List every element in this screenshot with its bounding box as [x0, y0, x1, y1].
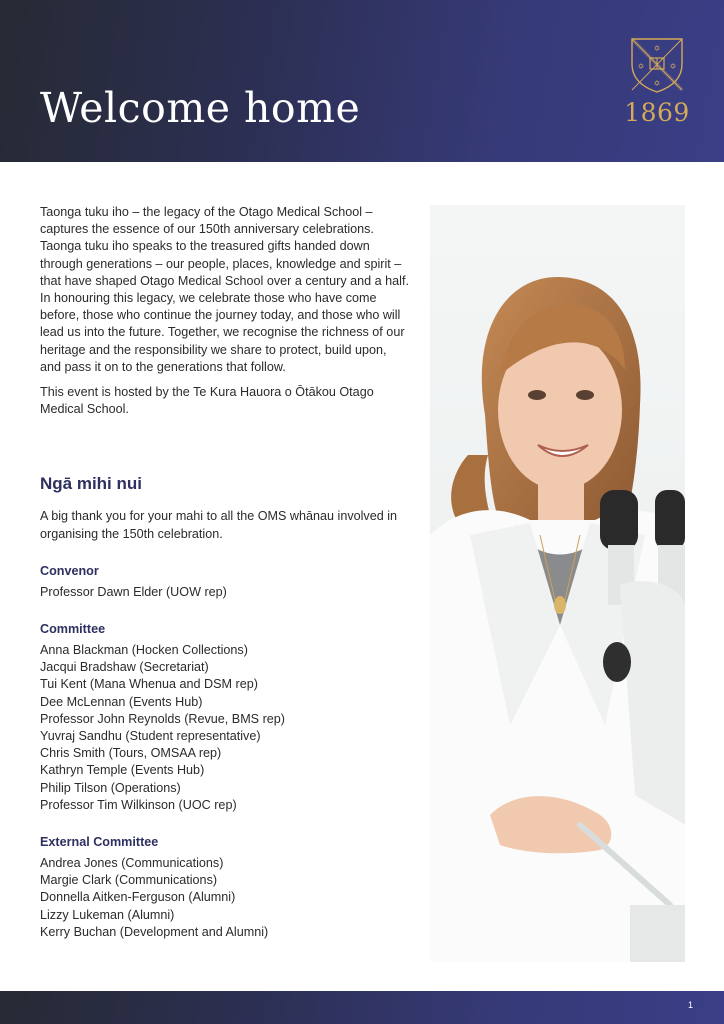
- list-item: Yuvraj Sandhu (Student representative): [40, 729, 261, 744]
- main-content: [40, 204, 410, 961]
- convenor-heading: Convenor: [40, 563, 99, 578]
- list-item: Professor Tim Wilkinson (UOC rep): [40, 797, 237, 812]
- list-item: Jacqui Bradshaw (Secretariat): [40, 660, 209, 675]
- svg-text:✡: ✡: [653, 79, 661, 88]
- svg-text:✡: ✡: [669, 62, 677, 71]
- list-item: Andrea Jones (Communications): [40, 856, 224, 871]
- list-item: Chris Smith (Tours, OMSAA rep): [40, 746, 222, 761]
- page-number: 1: [687, 1000, 693, 1010]
- list-item: Kathryn Temple (Events Hub): [40, 763, 205, 778]
- page-title: Welcome home: [40, 84, 361, 132]
- student-with-microscope-illustration: [430, 205, 685, 962]
- thanks-text: A big thank you for your mahi to all the OMS whānau involved in organising the 150th celebration.: [40, 509, 398, 541]
- list-item: Dee McLennan (Events Hub): [40, 694, 203, 709]
- list-item: Kerry Buchan (Development and Alumni): [40, 924, 269, 939]
- list-item: Professor John Reynolds (Revue, BMS rep): [40, 711, 285, 726]
- list-item: Anna Blackman (Hocken Collections): [40, 643, 248, 658]
- host-paragraph: This event is hosted by the Te Kura Hauora o Ōtākou Otago Medical School.: [40, 385, 374, 417]
- university-crest-icon: [629, 36, 685, 94]
- svg-text:✡: ✡: [637, 62, 645, 71]
- thanks-heading: Ngā mihi nui: [40, 474, 142, 494]
- list-item: Professor Dawn Elder (UOW rep): [40, 584, 227, 599]
- external-committee-heading: External Committee: [40, 835, 159, 850]
- committee-heading: Committee: [40, 622, 106, 637]
- list-item: Donnella Aitken-Ferguson (Alumni): [40, 890, 236, 905]
- list-item: Lizzy Lukeman (Alumni): [40, 907, 175, 922]
- external-committee-list: [40, 855, 410, 941]
- svg-text:✡: ✡: [653, 44, 661, 53]
- convenor-list: [40, 584, 410, 601]
- intro-paragraph: Taonga tuku iho – the legacy of the Otago Medical School – captures the essence of our 150th anniversary celebrations. Taonga tuku iho speaks to the treasured gifts handed down through generations – our people, places, knowledge and spirit – that have shaped Otago Medical School over a century and a half. In honouring this legacy, we celebrate those who have come before, those who continue the journey today, and those who will lead us into the future. Together, we recognise the richness of our heritage and the responsibility we share to protect, build upon, and pass it on to the generations that follow.: [40, 205, 409, 374]
- list-item: Tui Kent (Mana Whenua and DSM rep): [40, 677, 258, 692]
- student-photo: [430, 205, 685, 962]
- committee-list: [40, 642, 410, 814]
- founding-year: 1869: [624, 98, 690, 127]
- footer-bar: [0, 991, 724, 1024]
- header-banner: [0, 0, 724, 162]
- list-item: Philip Tilson (Operations): [40, 780, 181, 795]
- list-item: Margie Clark (Communications): [40, 873, 218, 888]
